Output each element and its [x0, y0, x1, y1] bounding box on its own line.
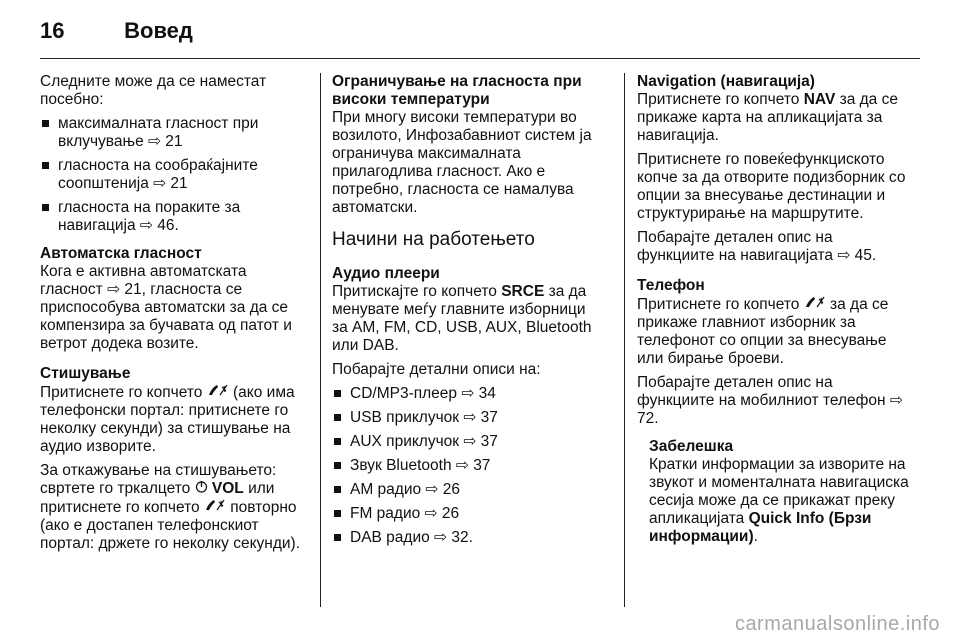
navigation-text: Притиснете го копчето NAV за да се прикаже карта на апликацијата за навигација. [637, 91, 898, 144]
navigation-text-2: Притиснете го повеќефункциското копче за да отворите подизборник со опции за внесување дестинации и структурирање на маршрутите. [637, 151, 906, 222]
power-knob-icon [195, 480, 212, 497]
list-item: AUX приклучок ⇨ 37 [332, 433, 604, 451]
volume-limit-heading: Ограничување на гласноста при високи температури [332, 73, 582, 108]
list-item: гласноста на сообраќајните соопштенија ⇨ 21 [40, 157, 306, 193]
page-number: 16 [40, 18, 65, 43]
watermark: carmanualsonline.info [734, 613, 940, 635]
note-heading: Забелешка [649, 438, 734, 455]
note-text: Кратки информации за изворите на звукот и моменталната навигациска сесија може да се прикажат преку апликацијата Quick Info (Брзи информации). [649, 456, 909, 545]
srce-key: SRCE [501, 283, 545, 300]
mute-section [40, 365, 306, 553]
vol-key: VOL [211, 480, 244, 497]
page-header [40, 16, 920, 56]
column-divider-2 [624, 73, 625, 607]
phone-text: Притиснете го копчето за да се прикаже главниот изборник за телефонот со опции за внесување или бирање броеви. [637, 296, 889, 367]
column-3 [637, 73, 914, 552]
column-2 [332, 73, 604, 557]
intro-text: Следните може да се наместат посебно: [40, 73, 267, 108]
list-item: FM радио ⇨ 26 [332, 505, 604, 523]
unmute-text: За откажување на стишувањето: свртете го тркалцето VOL или притиснете го копчето повторно (ако е достапен телефонскиот портал: држете го неколку секунди). [40, 462, 301, 552]
header-rule [40, 58, 920, 59]
quick-info-label: Quick Info (Брзи информации) [649, 510, 872, 545]
mute-heading: Стишување [40, 365, 131, 382]
nav-key: NAV [803, 91, 836, 108]
list-item: AM радио ⇨ 26 [332, 481, 604, 499]
list-item: USB приклучок ⇨ 37 [332, 409, 604, 427]
list-item: DAB радио ⇨ 32. [332, 529, 604, 547]
volume-limit-text: При многу високи температури во возилото, Инфозабавниот систем ја ограничува максималната прилагодлива гласност. Ако е потребно, гласноста се намалува автоматски. [332, 109, 592, 216]
list-item: Звук Bluetooth ⇨ 37 [332, 457, 604, 475]
auto-volume-section [40, 245, 306, 353]
operating-modes-title: Начини на работењето [332, 229, 535, 250]
auto-volume-text: Кога е активна автоматската гласност ⇨ 21, гласноста се приспособува автоматски за да се компензира за бучавата од патот и ветрот додека возите. [40, 263, 292, 352]
phone-mute-icon [207, 384, 233, 401]
note-box [637, 438, 914, 546]
phone-mute-icon [804, 296, 830, 313]
audio-sources-list [332, 385, 604, 547]
mute-text: Притиснете го копчето (ако има телефонски портал: притиснете го неколку секунди) за стишување на аудио изворите. [40, 384, 295, 455]
separate-settings-list [40, 115, 306, 235]
details-text: Побарајте детални описи на: [332, 361, 541, 378]
navigation-text-3: Побарајте детален опис на функциите на навигацијата ⇨ 45. [637, 229, 877, 264]
list-item: CD/MP3-плеер ⇨ 34 [332, 385, 604, 403]
volume-limit-section [332, 73, 604, 217]
column-divider-1 [320, 73, 321, 607]
audio-players-heading: Аудио плеери [332, 265, 440, 282]
phone-mute-icon [204, 499, 230, 516]
audio-players-text: Притискајте го копчето SRCE за да менувате меѓу главните изборници за AM, FM, CD, USB, AUX, Bluetooth или DAB. [332, 283, 592, 354]
phone-heading: Телефон [637, 277, 705, 294]
list-item: гласноста на пораките за навигација ⇨ 46. [40, 199, 306, 235]
phone-text-2: Побарајте детален опис на функциите на мобилниот телефон ⇨ 72. [637, 374, 903, 427]
navigation-heading: Navigation (навигација) [637, 73, 815, 90]
auto-volume-heading: Автоматска гласност [40, 245, 202, 262]
list-item: максималната гласност при вклучување ⇨ 21 [40, 115, 306, 151]
page-title: Вовед [124, 18, 193, 43]
column-1 [40, 73, 306, 565]
